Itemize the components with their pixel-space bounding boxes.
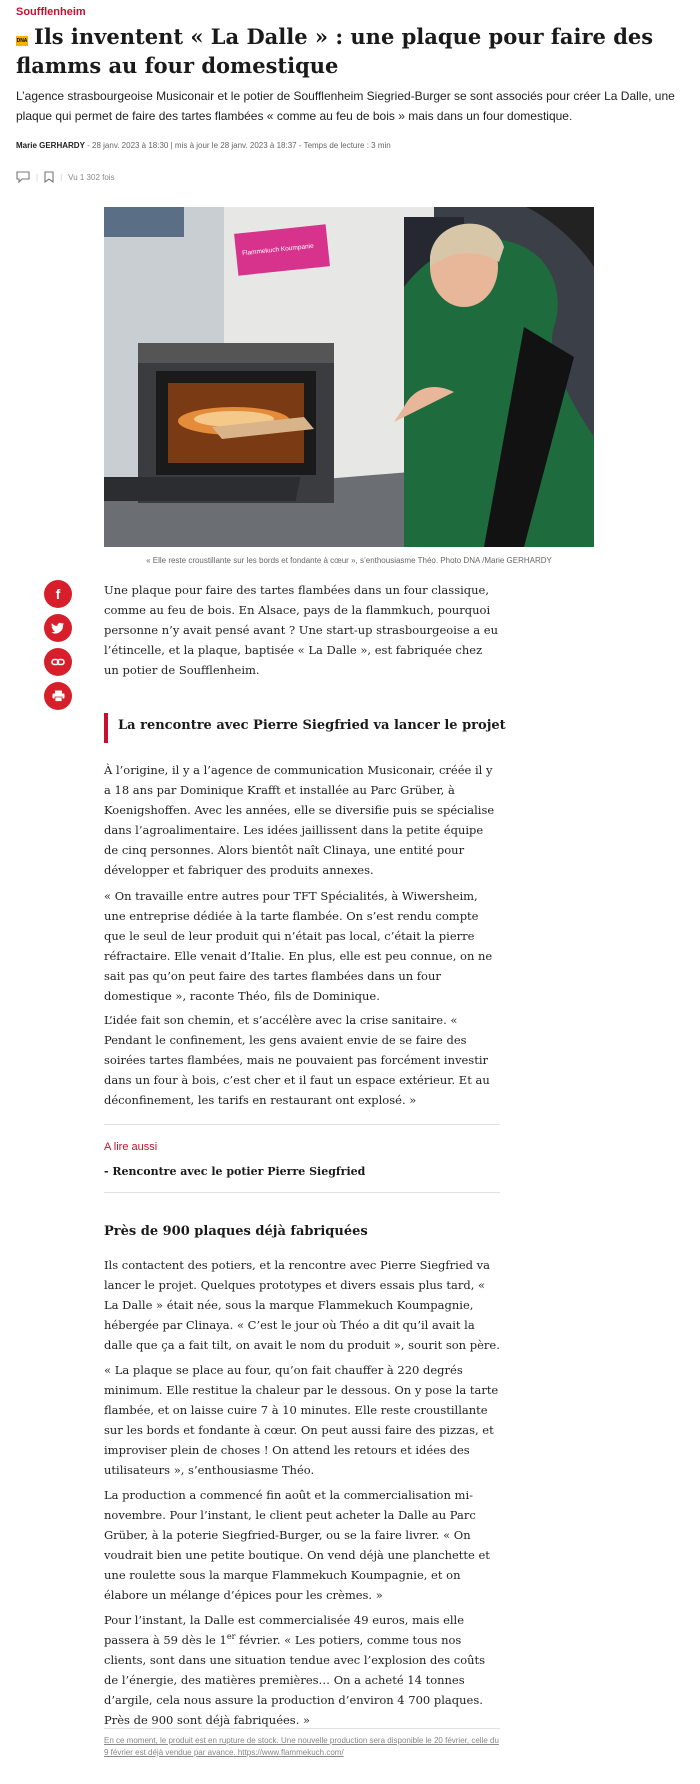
bookmark-icon[interactable] <box>44 171 54 183</box>
photo-caption: « Elle reste croustillante sur les bords et fondante à cœur », s’enthousiasme Théo. Photo DNA /Marie GERHARDY <box>146 556 552 565</box>
paragraph-5: Ils contactent des potiers, et la rencontre avec Pierre Siegfried va lancer le projet. Quelques prototypes et divers essais plus tard, « La Dalle » était née, sous la marque Flammekuch Koumpagnie, hébergée par Clinaya. « C’est le jour où Théo a dit qu’il avait la dalle que ça a fait tilt, on avait le nom du produit », sourit son père. <box>104 1258 500 1352</box>
read-also-link[interactable]: - Rencontre avec le potier Pierre Siegfried <box>104 1165 366 1178</box>
article-lead: L’agence strasbourgeoise Musiconair et le potier de Soufflenheim Siegried-Burger se sont associés pour créer La Dalle, une plaque qui permet de faire des tartes flambées « comme au feu de bois » mais dans un four domestique. <box>16 89 675 123</box>
dna-logo-icon: DNA <box>16 38 28 44</box>
article-photo[interactable] <box>104 207 594 547</box>
comment-icon[interactable] <box>16 171 30 183</box>
paragraph-4: L’idée fait son chemin, et s’accélère avec la crise sanitaire. « Pendant le confinement, les gens avaient envie de se faire des soirées tartes flambées, mais ne pouvaient pas forcément investir dans un four à bois, c’est cher et il faut un espace extérieur. Et au déconfinement, les tarifs en restaurant ont explosé. » <box>104 1013 490 1107</box>
publication-meta: - 28 janv. 2023 à 18:30 | mis à jour le 28 janv. 2023 à 18:37 - Temps de lecture : 3 min <box>84 141 391 150</box>
paragraph-8: Pour l’instant, la Dalle est commercialisée 49 euros, mais elle passera à 59 dès le 1er février. « Les potiers, comme tous nos clients, sont dans une situation tendue avec l’explosion des coûts de l’énergie, des matières premières… On a acheté 14 tonnes d’argile, cela nous assure la production d’environ 4 700 plaques. Près de 900 sont déjà fabriquées. » <box>104 1613 486 1727</box>
subheading-2: Près de 900 plaques déjà fabriquées <box>104 1224 368 1239</box>
link-icon <box>51 657 65 667</box>
section-kicker[interactable]: Soufflenheim <box>16 6 86 18</box>
view-count: Vu 1 302 fois <box>68 172 115 182</box>
byline <box>16 141 391 150</box>
paragraph-2: À l’origine, il y a l’agence de communication Musiconair, créée il y a 18 ans par Dominique Krafft et installée au Parc Grüber, à Koenigshoffen. Avec les années, elle se diversifie puis se spécialise dans l’agroalimentaire. Les idées jaillissent dans la petite équipe de cinq personnes. Alors bientôt naît Clinaya, une entité pour développer et fabriquer des produits annexes. <box>104 763 495 877</box>
print-icon <box>52 690 65 702</box>
tools-separator: | <box>36 172 39 182</box>
stock-note-link[interactable]: En ce moment, le produit est en rupture de stock. Une nouvelle production sera disponible le 20 février, celle du 9 février est déjà vendue par avance. https://www.flammekuch.com/ <box>104 1736 499 1757</box>
subheading-1: La rencontre avec Pierre Siegfried va lancer le projet <box>118 718 506 733</box>
share-facebook-button[interactable] <box>44 580 72 608</box>
author-name[interactable]: Marie GERHARDY <box>16 141 85 150</box>
print-button[interactable] <box>44 682 72 710</box>
headline <box>16 22 686 80</box>
divider <box>104 1728 500 1729</box>
divider <box>104 1124 500 1125</box>
divider <box>104 1192 500 1193</box>
share-twitter-button[interactable] <box>44 614 72 642</box>
photo-sign-text: Flammekuch Koumpanie <box>241 242 315 258</box>
twitter-icon <box>51 622 65 634</box>
tools-separator: | <box>60 172 63 182</box>
paragraph-7: La production a commencé fin août et la commercialisation mi-novembre. Pour l’instant, le client peut acheter la Dalle au Parc Grüber, à la poterie Siegfried-Burger, ou se la faire livrer. « On voudrait bien une petite boutique. On vend déjà une planchette et une roulette sous la marque Flammekuch Koumpagnie, et on élabore un mélange d’épices pour les crèmes. » <box>104 1488 490 1602</box>
article-tools <box>16 170 115 184</box>
read-also-label: A lire aussi <box>104 1141 158 1153</box>
paragraph-6: « La plaque se place au four, qu’on fait chauffer à 220 degrés minimum. Elle restitue la chaleur par le dessous. On y pose la tarte flambée, et on laisse cuire 7 à 10 minutes. Elle reste croustillante sur les bords et fondante à cœur. On peut aussi faire des pizzas, et improviser plein de choses ! On attend les retours et idées des utilisateurs », s’enthousiasme Théo. <box>104 1363 499 1477</box>
facebook-icon: f <box>55 586 61 602</box>
share-link-button[interactable] <box>44 648 72 676</box>
paragraph-3: « On travaille entre autres pour TFT Spécialités, à Wiwersheim, une entreprise dédiée à la tarte flambée. On s’est rendu compte que le seul de leur produit qui n’était pas local, c’était la pierre réfractaire. Elle venait d’Italie. En plus, elle est peu connue, on ne sait pas qu’on peut faire des tartes flambées dans un four domestique », raconte Théo, fils de Dominique. <box>104 889 493 1003</box>
subheading-accent <box>104 713 108 743</box>
article-title: Ils inventent « La Dalle » : une plaque pour faire des flamms au four domestique <box>16 24 654 78</box>
superscript-er: er <box>226 1632 236 1642</box>
paragraph-1: Une plaque pour faire des tartes flambées dans un four classique, comme au feu de bois. En Alsace, pays de la flammkuch, pourquoi personne n’y avait pensé avant ? Une start-up strasbourgeoise a eu l’étincelle, et la plaque, baptisée « La Dalle », est fabriquée chez un potier de Soufflenheim. <box>104 583 498 677</box>
